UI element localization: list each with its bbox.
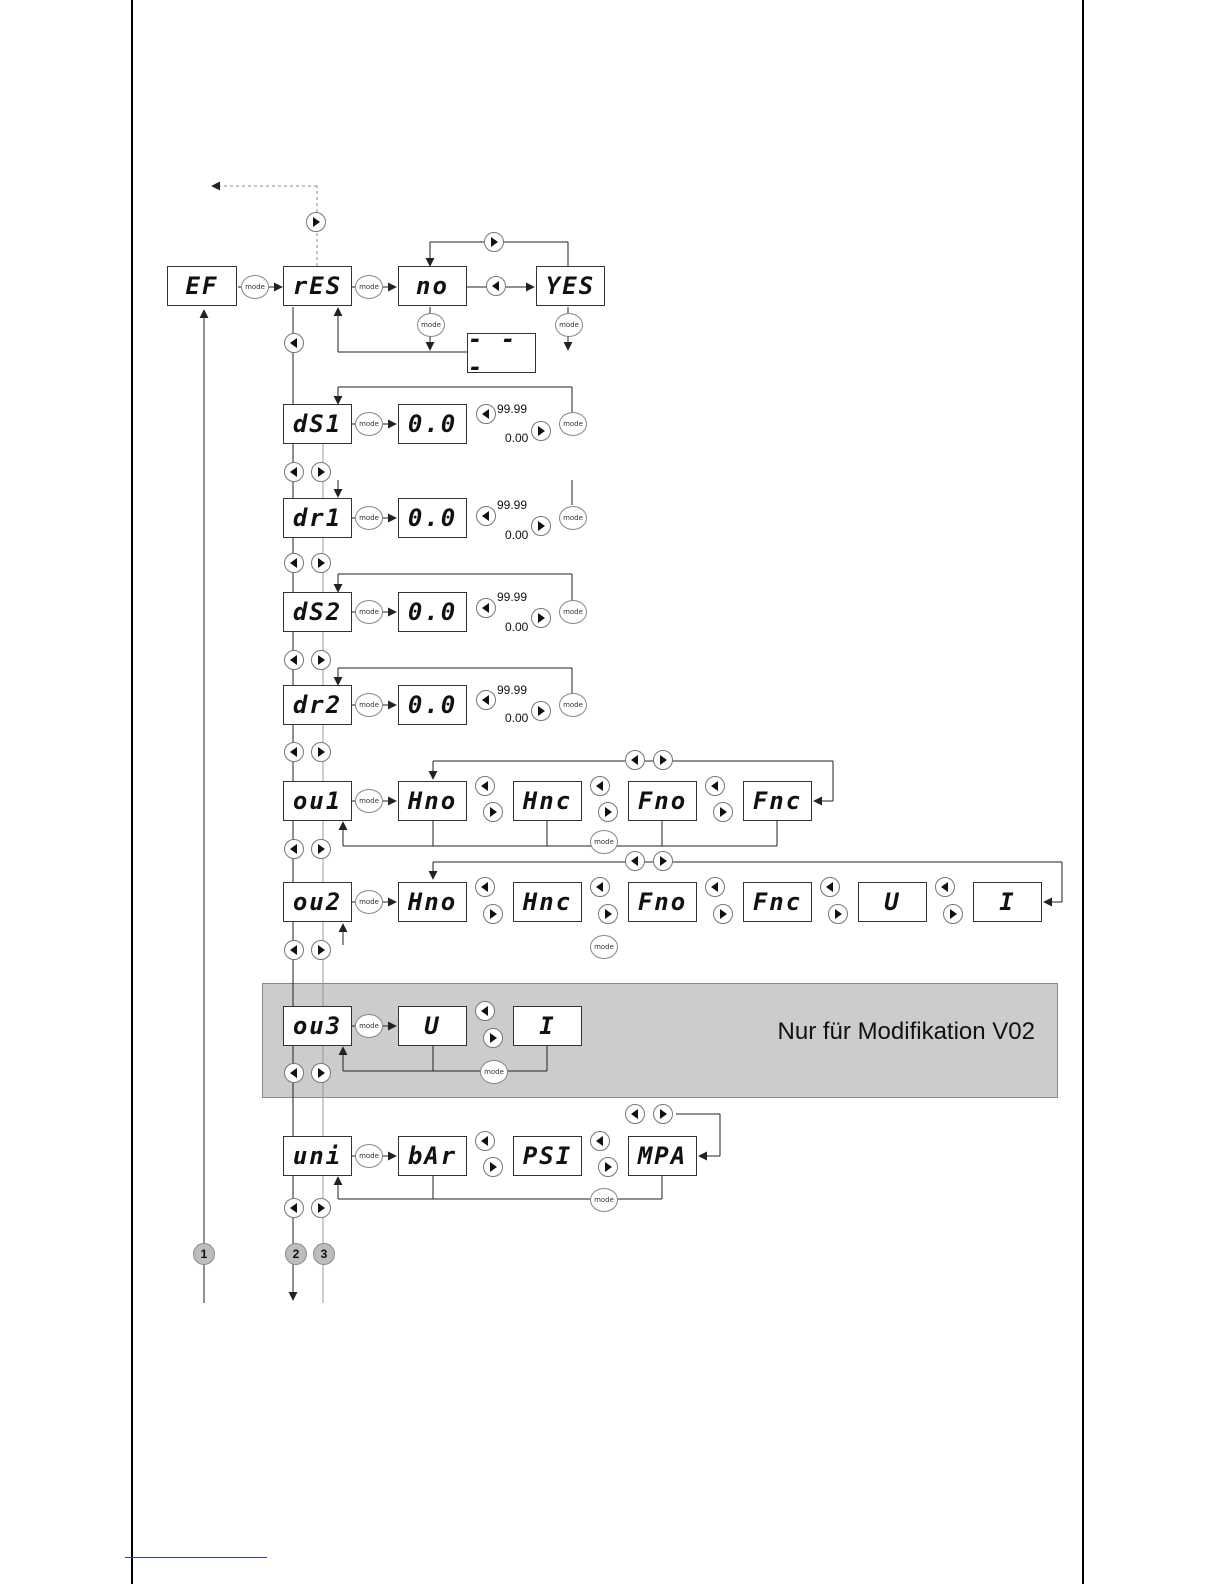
left-arrow-button[interactable] [475,776,495,796]
right-arrow-button[interactable] [598,904,618,924]
left-arrow-button[interactable] [625,1104,645,1124]
triangle-left-icon [490,280,502,292]
right-arrow-button[interactable] [713,904,733,924]
triangle-left-icon [288,944,300,956]
marker-2: 2 [285,1243,307,1265]
lcd-ou2[interactable]: ou2 [283,882,352,922]
left-arrow-button[interactable] [284,1063,304,1083]
triangle-left-icon [288,843,300,855]
left-arrow-button[interactable] [284,333,304,353]
triangle-left-icon [479,881,491,893]
triangle-right-icon [602,1161,614,1173]
triangle-right-icon [602,806,614,818]
mode-button-ds1[interactable]: mode [355,412,383,436]
mode-button-ds2-set[interactable]: mode [559,600,587,624]
marker-1: 1 [193,1243,215,1265]
right-arrow-button[interactable] [828,904,848,924]
triangle-left-icon [288,557,300,569]
lcd-ef: EF [167,266,237,306]
triangle-right-icon [315,944,327,956]
right-arrow-button[interactable] [531,608,551,628]
lcd-uni[interactable]: uni [283,1136,352,1176]
triangle-left-icon [480,602,492,614]
triangle-left-icon [594,881,606,893]
ds1-max: 99.99 [497,402,528,416]
triangle-left-icon [288,1202,300,1214]
lcd-ou3[interactable]: ou3 [283,1006,352,1046]
mode-button-uni-set[interactable]: mode [590,1188,618,1212]
triangle-left-icon [629,855,641,867]
mode-button-dr1-set[interactable]: mode [559,506,587,530]
right-arrow-button[interactable] [483,1028,503,1048]
right-arrow-button[interactable] [311,1198,331,1218]
mode-button-ds1-set[interactable]: mode [559,412,587,436]
triangle-left-icon [288,1067,300,1079]
triangle-right-icon [315,843,327,855]
right-arrow-button[interactable] [483,802,503,822]
triangle-right-icon [535,612,547,624]
mode-button-ou3-set[interactable]: mode [480,1060,508,1084]
mode-button-dr2[interactable]: mode [355,693,383,717]
triangle-right-icon [602,908,614,920]
dr1-max: 99.99 [497,498,528,512]
dr1-min: 0.00 [505,528,529,542]
mode-button-no[interactable]: mode [417,313,445,337]
lcd-ou2-i[interactable]: I [973,882,1042,922]
left-arrow-button[interactable] [625,750,645,770]
left-arrow-button[interactable] [590,877,610,897]
lcd-ou3-u[interactable]: U [398,1006,467,1046]
right-arrow-button[interactable] [311,1063,331,1083]
left-arrow-button[interactable] [284,650,304,670]
right-arrow-button[interactable] [311,650,331,670]
right-arrow-button[interactable] [653,851,673,871]
left-arrow-button[interactable] [590,776,610,796]
left-arrow-button[interactable] [625,851,645,871]
triangle-left-icon [594,1135,606,1147]
right-arrow-button[interactable] [943,904,963,924]
mode-button-ou3[interactable]: mode [355,1014,383,1038]
mode-button-ou1-set[interactable]: mode [590,830,618,854]
triangle-left-icon [288,337,300,349]
lcd-ds2-value: 0.0 [398,592,467,632]
triangle-right-icon [717,908,729,920]
right-arrow-button[interactable] [483,1157,503,1177]
ds2-min: 0.00 [505,620,529,634]
mode-button-yes[interactable]: mode [555,313,583,337]
lcd-dr2[interactable]: dr2 [283,685,352,725]
right-arrow-button[interactable] [306,212,326,232]
triangle-left-icon [479,1135,491,1147]
triangle-left-icon [594,780,606,792]
triangle-right-icon [315,746,327,758]
mode-button-ds2[interactable]: mode [355,600,383,624]
triangle-right-icon [487,908,499,920]
lcd-ou2-fno[interactable]: Fno [628,882,697,922]
triangle-left-icon [480,408,492,420]
mode-button-ou2[interactable]: mode [355,890,383,914]
lcd-uni-psi[interactable]: PSI [513,1136,582,1176]
left-arrow-button[interactable] [284,742,304,762]
triangle-right-icon [315,1067,327,1079]
triangle-right-icon [657,754,669,766]
left-arrow-button[interactable] [820,877,840,897]
ds2-max: 99.99 [497,590,528,604]
triangle-right-icon [488,236,500,248]
triangle-right-icon [832,908,844,920]
triangle-left-icon [629,1108,641,1120]
triangle-right-icon [310,216,322,228]
triangle-right-icon [535,705,547,717]
mode-button-ou1[interactable]: mode [355,789,383,813]
triangle-left-icon [824,881,836,893]
right-arrow-button[interactable] [311,462,331,482]
lcd-ou1-fnc[interactable]: Fnc [743,781,812,821]
right-arrow-button[interactable] [311,839,331,859]
triangle-right-icon [487,1161,499,1173]
mode-button-res[interactable]: mode [355,275,383,299]
triangle-right-icon [315,557,327,569]
triangle-right-icon [315,1202,327,1214]
right-arrow-button[interactable] [531,701,551,721]
lcd-uni-bar[interactable]: bAr [398,1136,467,1176]
mode-button-ou2-set[interactable]: mode [590,935,618,959]
left-arrow-button[interactable] [486,276,506,296]
triangle-right-icon [717,806,729,818]
lcd-ou2-fnc[interactable]: Fnc [743,882,812,922]
lcd-ds1-value: 0.0 [398,404,467,444]
left-arrow-button[interactable] [284,1198,304,1218]
right-arrow-button[interactable] [531,421,551,441]
mode-button-dr2-set[interactable]: mode [559,693,587,717]
left-arrow-button[interactable] [284,462,304,482]
dr2-max: 99.99 [497,683,528,697]
lcd-uni-mpa[interactable]: MPA [628,1136,697,1176]
lcd-ds2[interactable]: dS2 [283,592,352,632]
right-arrow-button[interactable] [713,802,733,822]
lcd-dr1-value: 0.0 [398,498,467,538]
triangle-right-icon [315,654,327,666]
right-arrow-button[interactable] [598,802,618,822]
triangle-left-icon [629,754,641,766]
right-arrow-button[interactable] [531,516,551,536]
lcd-ou2-hnc[interactable]: Hnc [513,882,582,922]
left-arrow-button[interactable] [284,839,304,859]
triangle-right-icon [535,425,547,437]
triangle-left-icon [479,1005,491,1017]
lcd-ou1-hno[interactable]: Hno [398,781,467,821]
left-arrow-button[interactable] [476,404,496,424]
left-arrow-button[interactable] [475,1131,495,1151]
lcd-ds1[interactable]: dS1 [283,404,352,444]
right-arrow-button[interactable] [311,553,331,573]
lcd-ou3-i[interactable]: I [513,1006,582,1046]
lcd-res-dashes: - - - [467,333,536,373]
left-arrow-button[interactable] [705,776,725,796]
triangle-left-icon [480,694,492,706]
triangle-left-icon [288,654,300,666]
left-arrow-button[interactable] [284,553,304,573]
mode-button-dr1[interactable]: mode [355,506,383,530]
triangle-left-icon [288,746,300,758]
triangle-right-icon [487,806,499,818]
right-arrow-button[interactable] [311,940,331,960]
left-arrow-button[interactable] [475,1001,495,1021]
left-arrow-button[interactable] [705,877,725,897]
modification-v02-label: Nur für Modifikation V02 [777,1018,1035,1045]
left-arrow-button[interactable] [284,940,304,960]
triangle-right-icon [315,466,327,478]
right-arrow-button[interactable] [483,904,503,924]
triangle-right-icon [947,908,959,920]
lcd-ou1-fno[interactable]: Fno [628,781,697,821]
right-arrow-button[interactable] [653,750,673,770]
mode-button-uni[interactable]: mode [355,1144,383,1168]
lcd-res[interactable]: rES [283,266,352,306]
triangle-right-icon [657,1108,669,1120]
lcd-res-yes[interactable]: YES [536,266,605,306]
lcd-ou2-u[interactable]: U [858,882,927,922]
left-arrow-button[interactable] [476,690,496,710]
lcd-ou2-hno[interactable]: Hno [398,882,467,922]
left-arrow-button[interactable] [476,598,496,618]
left-arrow-button[interactable] [475,877,495,897]
left-arrow-button[interactable] [590,1131,610,1151]
right-arrow-button[interactable] [598,1157,618,1177]
triangle-left-icon [709,881,721,893]
triangle-right-icon [487,1032,499,1044]
triangle-left-icon [709,780,721,792]
ds1-min: 0.00 [505,431,529,445]
lcd-res-no[interactable]: no [398,266,467,306]
left-arrow-button[interactable] [476,506,496,526]
triangle-left-icon [288,466,300,478]
triangle-right-icon [657,855,669,867]
lcd-dr1[interactable]: dr1 [283,498,352,538]
triangle-left-icon [480,510,492,522]
left-arrow-button[interactable] [935,877,955,897]
lcd-ou1[interactable]: ou1 [283,781,352,821]
triangle-left-icon [939,881,951,893]
dr2-min: 0.00 [505,711,529,725]
right-arrow-button[interactable] [311,742,331,762]
mode-button-ef[interactable]: mode [241,275,269,299]
marker-3: 3 [313,1243,335,1265]
lcd-dr2-value: 0.0 [398,685,467,725]
right-arrow-button[interactable] [484,232,504,252]
right-arrow-button[interactable] [653,1104,673,1124]
lcd-ou1-hnc[interactable]: Hnc [513,781,582,821]
triangle-left-icon [479,780,491,792]
triangle-right-icon [535,520,547,532]
